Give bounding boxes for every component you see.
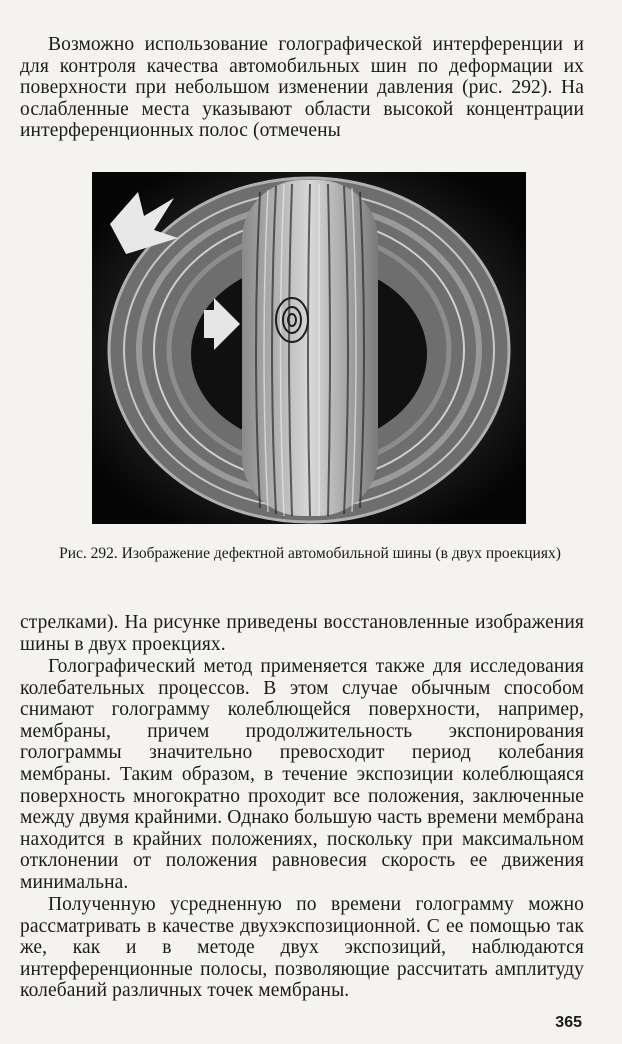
paragraph-2: стрелками). На рисунке приведены восстановленные изображения шины в двух проекциях. [20,612,584,655]
paragraph-4: Полученную усредненную по времени голограмму можно рассматривать в качестве двухэкспозиционной. С ее помощью так же, как и в методе двух экспозиций, наблюдаются интерференционные полосы, позволяющие рассчитать амплитуду колебаний различных точек мембраны. [20,894,584,1002]
tire-hologram-image [92,172,526,524]
tire-hologram-figure [92,172,526,524]
page-number: 365 [555,1014,582,1031]
figure-caption: Рис. 292. Изображение дефектной автомобильной шины (в двух проекциях) [59,545,561,562]
paragraph-3: Голографический метод применяется также для исследования колебательных процессов. В этом случае обычным способом снимают голограмму колеблющейся поверхности, например, мембраны, причем продолжительность экспонирования голограммы значительно превосходит период колебания мембраны. Таким образом, в течение экспозиции колеблющаяся поверхность многократно проходит все положения, заключенные между двумя крайними. Однако большую часть времени мембрана находится в крайних положениях, поскольку при максимальном отклонении от положения равновесия скорость ее движения минимальна. [20,656,584,893]
paragraph-1: Возможно использование голографической интерференции и для контроля качества автомобильных шин по деформации их поверхности при небольшом изменении давления (рис. 292). На ослабленные места указывают области высокой концентрации интерференционных полос (отмечены [20,34,584,142]
